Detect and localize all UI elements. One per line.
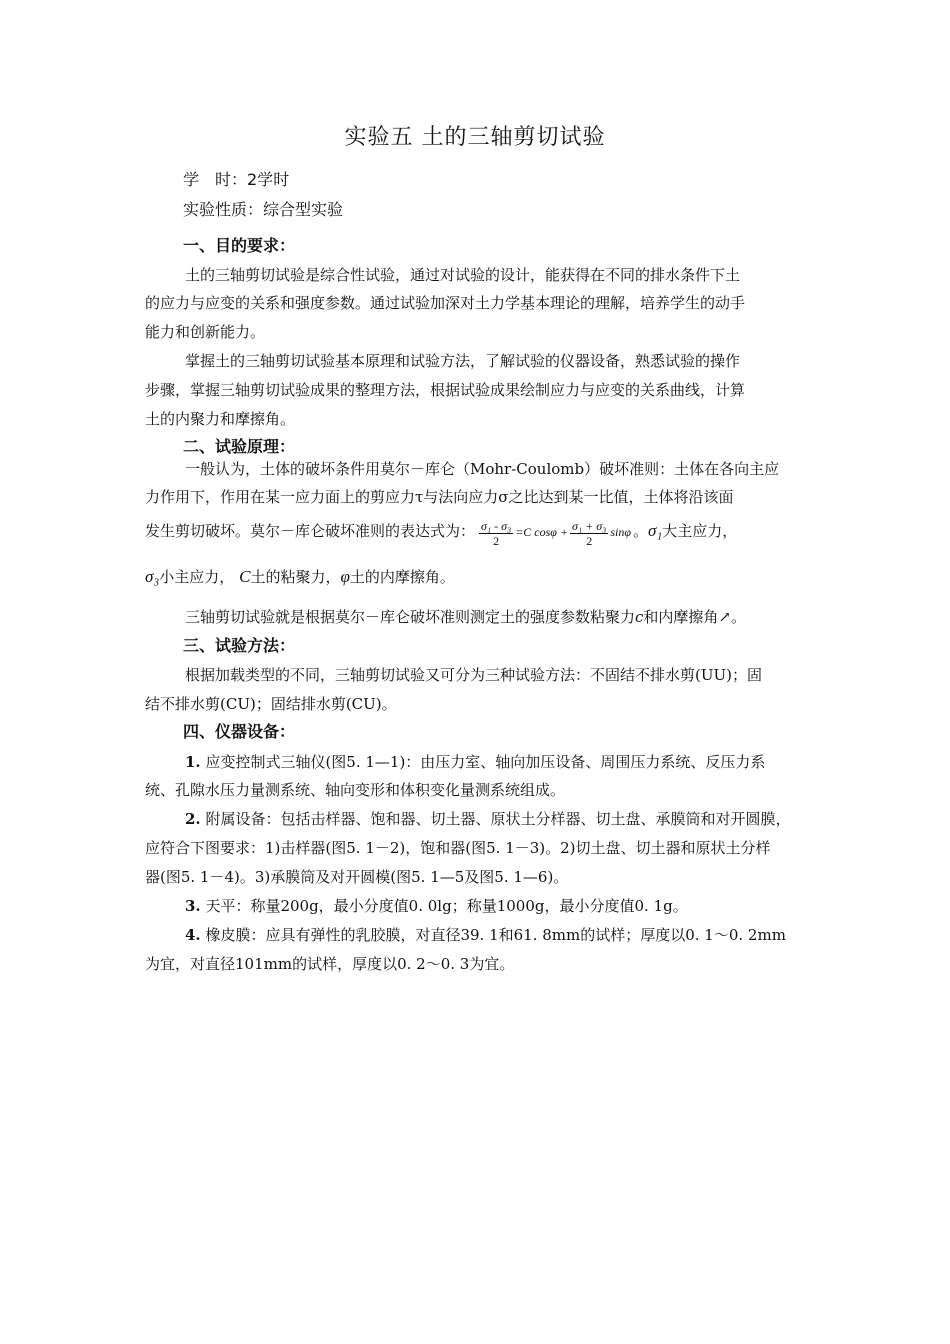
list-item <box>185 752 765 772</box>
paragraph-line: 步骤，掌握三轴剪切试验成果的整理方法，根据试验成果绘制应力与应变的关系曲线，计算 <box>145 381 746 399</box>
fraction-difference <box>479 519 513 548</box>
sigma3-desc: 小主应力， <box>159 568 235 586</box>
list-item <box>185 809 790 829</box>
fraction-numerator: σ₁ + σ₃ <box>572 518 607 533</box>
item-text: 橡皮膜：应具有弹性的乳胶膜，对直径39. 1和61. 8mm的试样；厚度以0. 1～0. 2mm <box>200 926 786 944</box>
paragraph-line: 为宜，对直径101mm的试样，厚度以0. 2～0. 3为宜。 <box>145 955 515 973</box>
fraction-denominator: 2 <box>493 533 500 548</box>
meta-nature <box>183 200 343 220</box>
section-heading-equipment: 四、仪器设备： <box>183 722 296 741</box>
fraction-denominator: 2 <box>586 533 593 548</box>
c-symbol: C <box>239 567 251 586</box>
item-number: 2. <box>185 810 201 828</box>
phi-inline-symbol: ↗ <box>718 608 732 626</box>
paragraph-line: 的应力与应变的关系和强度参数。通过试验加深对土力学基本理论的理解，培养学生的动手 <box>145 294 746 312</box>
paragraph-line: 能力和创新能力。 <box>145 323 266 341</box>
paragraph-line: 应符合下图要求：1)击样器(图5. 1－2)，饱和器(图5. 1－3)。2)切土盘、切土器和原状土分样 <box>145 839 771 857</box>
section-heading-methods: 三、试验方法： <box>183 636 296 655</box>
paragraph-line: 统、孔隙水压力量测系统、轴向变形和体积变化量测系统组成。 <box>145 781 566 799</box>
sentence-period: 。 <box>731 608 747 626</box>
paragraph-line: 一般认为，土体的破坏条件用莫尔－库仑（Mohr-Coulomb）破坏准则：土体在各向主应 <box>185 460 780 478</box>
paragraph-line: 力作用下，作用在某一应力面上的剪应力τ与法向应力σ之比达到某一比值，土体将沿该面 <box>145 488 734 506</box>
triaxial-sentence: 三轴剪切试验就是根据莫尔－库仑破坏准则测定土的强度参数粘聚力 <box>185 608 636 626</box>
section-heading-objectives: 一、目的要求： <box>183 236 296 255</box>
paragraph-line: 器(图5. 1－4)。3)承膜筒及对开圆模(图5. 1—5及图5. 1—6)。 <box>145 868 569 886</box>
item-text: 附属设备：包括击样器、饱和器、切土器、原状土分样器、切土盘、承膜筒和对开圆膜， <box>200 810 791 828</box>
paragraph-line: 掌握土的三轴剪切试验基本原理和试验方法，了解试验的仪器设备，熟悉试验的操作 <box>185 352 741 370</box>
phi-symbol: φ <box>340 567 350 586</box>
hours-value: 2学时 <box>247 170 290 189</box>
paragraph-line: 结不排水剪(CU)；固结排水剪(CU)。 <box>145 695 397 713</box>
fraction-numerator: σ₁ - σ₃ <box>481 518 512 533</box>
meta-hours <box>183 170 289 190</box>
item-text: 应变控制式三轴仪(图5. 1—1)：由压力室、轴向加压设备、周围压力系统、反压力系 <box>200 753 766 771</box>
c-desc: 土的粘聚力， <box>250 568 341 586</box>
list-item <box>185 925 786 945</box>
formula-period: 。 <box>632 522 648 540</box>
paragraph-line <box>185 607 746 627</box>
item-number: 3. <box>185 897 201 915</box>
c-inline-symbol: c <box>635 608 644 626</box>
item-text: 天平：称量200g，最小分度值0. 0lg；称量1000g，最小分度值0. 1g。 <box>200 897 688 915</box>
mohr-coulomb-formula <box>477 516 631 548</box>
item-number: 4. <box>185 926 201 944</box>
nature-label: 实验性质： <box>183 200 264 219</box>
paragraph-line: 土的内聚力和摩擦角。 <box>145 410 296 428</box>
nature-value: 综合型实验 <box>263 200 344 219</box>
formula-end: sinφ <box>610 525 631 539</box>
sigma1-desc: 大主应力， <box>662 522 738 540</box>
formula-line <box>145 515 737 548</box>
formula-middle: =C cosφ + <box>515 525 569 539</box>
page-title: 实验五 土的三轴剪切试验 <box>344 125 606 150</box>
list-item <box>185 896 688 916</box>
friction-text: 和内摩擦角 <box>643 608 719 626</box>
section-heading-principle: 二、试验原理： <box>183 437 296 456</box>
hours-label: 学 时： <box>183 170 248 189</box>
item-number: 1. <box>185 753 201 771</box>
formula-intro: 发生剪切破坏。莫尔－库仑破坏准则的表达式为： <box>145 522 476 540</box>
paragraph-line: 根据加载类型的不同，三轴剪切试验又可分为三种试验方法：不固结不排水剪(UU)；固 <box>185 666 762 684</box>
sigma3-symbol: σ₃ <box>145 567 160 586</box>
symbols-line <box>145 567 455 587</box>
fraction-sum <box>570 519 608 548</box>
paragraph-line: 土的三轴剪切试验是综合性试验，通过对试验的设计，能获得在不同的排水条件下土 <box>185 266 741 284</box>
phi-desc: 土的内摩擦角。 <box>349 568 455 586</box>
sigma1-symbol: σ₁ <box>648 521 663 540</box>
